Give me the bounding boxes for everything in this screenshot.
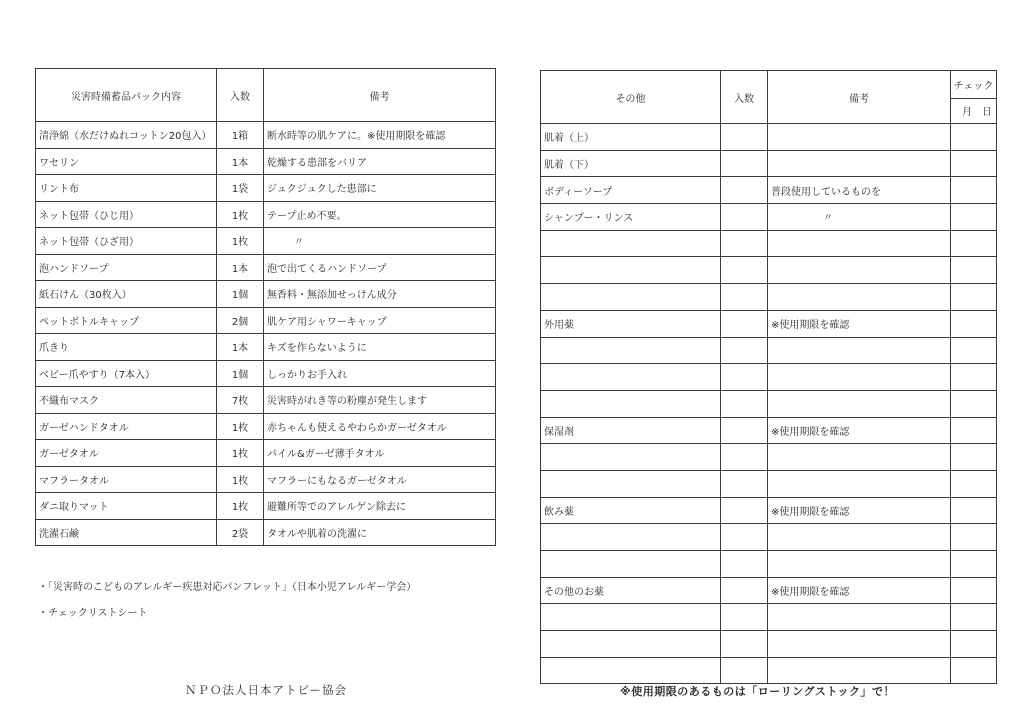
item-cell bbox=[541, 364, 721, 391]
item-cell bbox=[541, 470, 721, 497]
table-row bbox=[541, 310, 997, 337]
table-row bbox=[541, 604, 997, 631]
note-cell: 避難所等でのアレルゲン除去に bbox=[264, 493, 496, 520]
item-cell: ネット包帯（ひざ用） bbox=[36, 228, 217, 255]
qty-cell bbox=[721, 524, 768, 551]
qty-cell bbox=[721, 551, 768, 578]
note-cell bbox=[768, 604, 951, 631]
check-cell bbox=[951, 657, 997, 684]
item-cell: 肌着（下） bbox=[541, 150, 721, 177]
item-cell: マフラータオル bbox=[36, 466, 217, 493]
check-cell bbox=[951, 257, 997, 284]
qty-cell bbox=[721, 124, 768, 151]
note-cell bbox=[768, 551, 951, 578]
other-items-checklist-table bbox=[540, 70, 997, 684]
note-cell: 災害時がれき等の粉塵が発生します bbox=[264, 387, 496, 414]
check-cell bbox=[951, 204, 997, 231]
table-row bbox=[36, 360, 496, 387]
note-cell: 泡で出てくるハンドソープ bbox=[264, 254, 496, 281]
check-cell bbox=[951, 150, 997, 177]
table-row bbox=[36, 413, 496, 440]
item-cell bbox=[541, 604, 721, 631]
qty-cell: 1枚 bbox=[217, 493, 264, 520]
table-row bbox=[541, 257, 997, 284]
item-cell bbox=[541, 284, 721, 311]
note-cell: パイル&ガーゼ薄手タオル bbox=[264, 440, 496, 467]
note-cell: 〃 bbox=[768, 204, 951, 231]
item-cell bbox=[541, 657, 721, 684]
check-cell bbox=[951, 577, 997, 604]
header-note: 備考 bbox=[768, 71, 951, 124]
note-cell bbox=[768, 390, 951, 417]
qty-cell bbox=[721, 284, 768, 311]
table-row bbox=[541, 497, 997, 524]
qty-cell bbox=[721, 310, 768, 337]
table-row bbox=[541, 577, 997, 604]
item-cell: 洗濯石鹸 bbox=[36, 519, 217, 546]
note-cell: 〃 bbox=[264, 228, 496, 255]
check-cell bbox=[951, 551, 997, 578]
table-row bbox=[541, 150, 997, 177]
qty-cell: 1枚 bbox=[217, 440, 264, 467]
note-cell: しっかりお手入れ bbox=[264, 360, 496, 387]
table-row bbox=[36, 175, 496, 202]
disaster-pack-contents-table bbox=[35, 68, 496, 546]
qty-cell bbox=[721, 604, 768, 631]
note-cell: タオルや肌着の洗濯に bbox=[264, 519, 496, 546]
note-cell: テープ止め不要。 bbox=[264, 201, 496, 228]
note-cell: 乾燥する患部をバリア bbox=[264, 148, 496, 175]
qty-cell bbox=[721, 390, 768, 417]
table-row bbox=[541, 364, 997, 391]
table-header-row bbox=[541, 71, 997, 99]
item-cell bbox=[541, 551, 721, 578]
table-row bbox=[541, 337, 997, 364]
qty-cell: 1枚 bbox=[217, 413, 264, 440]
qty-cell: 2個 bbox=[217, 307, 264, 334]
item-cell: 飲み薬 bbox=[541, 497, 721, 524]
qty-cell bbox=[721, 497, 768, 524]
note-cell bbox=[768, 284, 951, 311]
qty-cell bbox=[721, 257, 768, 284]
item-cell bbox=[541, 257, 721, 284]
note-checklist: ・チェックリストシート bbox=[38, 608, 148, 619]
note-cell bbox=[768, 150, 951, 177]
qty-cell bbox=[721, 631, 768, 658]
check-cell bbox=[951, 604, 997, 631]
note-cell bbox=[768, 230, 951, 257]
check-cell bbox=[951, 364, 997, 391]
table-row bbox=[36, 466, 496, 493]
note-cell: マフラーにもなるガーゼタオル bbox=[264, 466, 496, 493]
check-cell bbox=[951, 310, 997, 337]
note-cell bbox=[768, 657, 951, 684]
qty-cell: 1枚 bbox=[217, 228, 264, 255]
table-row bbox=[541, 417, 997, 444]
item-cell: ガーゼハンドタオル bbox=[36, 413, 217, 440]
header-qty: 入数 bbox=[721, 71, 768, 124]
table-row bbox=[36, 334, 496, 361]
item-cell: 紙石けん（30枚入） bbox=[36, 281, 217, 308]
item-cell: ダニ取りマット bbox=[36, 493, 217, 520]
qty-cell: 1箱 bbox=[217, 122, 264, 149]
item-cell bbox=[541, 230, 721, 257]
qty-cell bbox=[721, 364, 768, 391]
table-row bbox=[541, 204, 997, 231]
table-row bbox=[541, 631, 997, 658]
check-cell bbox=[951, 444, 997, 471]
item-cell bbox=[541, 444, 721, 471]
note-cell: キズを作らないように bbox=[264, 334, 496, 361]
table-row bbox=[541, 284, 997, 311]
header-item: その他 bbox=[541, 71, 721, 124]
qty-cell: 1本 bbox=[217, 334, 264, 361]
note-cell: 普段使用しているものを bbox=[768, 177, 951, 204]
item-cell: ガーゼタオル bbox=[36, 440, 217, 467]
table-row bbox=[36, 387, 496, 414]
check-cell bbox=[951, 390, 997, 417]
table-row bbox=[36, 493, 496, 520]
item-cell: 泡ハンドソープ bbox=[36, 254, 217, 281]
note-cell bbox=[768, 364, 951, 391]
check-cell bbox=[951, 631, 997, 658]
note-cell bbox=[768, 444, 951, 471]
qty-cell: 1枚 bbox=[217, 201, 264, 228]
note-cell bbox=[768, 337, 951, 364]
table-row bbox=[541, 657, 997, 684]
header-note: 備考 bbox=[264, 69, 496, 122]
check-cell bbox=[951, 524, 997, 551]
check-cell bbox=[951, 470, 997, 497]
item-cell: ワセリン bbox=[36, 148, 217, 175]
table-row bbox=[541, 124, 997, 151]
note-cell: 無香料・無添加せっけん成分 bbox=[264, 281, 496, 308]
qty-cell: 1個 bbox=[217, 360, 264, 387]
included-documents-list bbox=[38, 575, 416, 627]
item-cell: 清浄綿（水だけぬれコットン20包入） bbox=[36, 122, 217, 149]
qty-cell bbox=[721, 337, 768, 364]
note-cell: ※使用期限を確認 bbox=[768, 577, 951, 604]
note-cell: 肌ケア用シャワーキャップ bbox=[264, 307, 496, 334]
item-cell: その他のお薬 bbox=[541, 577, 721, 604]
rolling-stock-note: ※使用期限のあるものは「ローリングストック」で！ bbox=[620, 685, 896, 698]
table-row bbox=[541, 230, 997, 257]
item-cell: ペットボトルキャップ bbox=[36, 307, 217, 334]
item-cell: 肌着（上） bbox=[541, 124, 721, 151]
item-cell: シャンプー・リンス bbox=[541, 204, 721, 231]
qty-cell: 1本 bbox=[217, 148, 264, 175]
table-row bbox=[541, 470, 997, 497]
qty-cell bbox=[721, 577, 768, 604]
qty-cell bbox=[721, 230, 768, 257]
check-cell bbox=[951, 124, 997, 151]
item-cell: 不織布マスク bbox=[36, 387, 217, 414]
header-item: 災害時備蓄品パック内容 bbox=[36, 69, 217, 122]
table-row bbox=[36, 201, 496, 228]
qty-cell: 1袋 bbox=[217, 175, 264, 202]
qty-cell bbox=[721, 150, 768, 177]
note-cell: ※使用期限を確認 bbox=[768, 497, 951, 524]
item-cell: リント布 bbox=[36, 175, 217, 202]
qty-cell bbox=[721, 444, 768, 471]
table-row bbox=[36, 281, 496, 308]
note-cell: 断水時等の肌ケアに。※使用期限を確認 bbox=[264, 122, 496, 149]
table-row bbox=[541, 444, 997, 471]
check-cell bbox=[951, 337, 997, 364]
note-cell: ※使用期限を確認 bbox=[768, 310, 951, 337]
item-cell: ボディーソープ bbox=[541, 177, 721, 204]
item-cell: ベビー爪やすり（7本入） bbox=[36, 360, 217, 387]
table-row bbox=[36, 228, 496, 255]
check-cell bbox=[951, 497, 997, 524]
header-qty: 入数 bbox=[217, 69, 264, 122]
table-row bbox=[36, 519, 496, 546]
table-row bbox=[541, 524, 997, 551]
check-cell bbox=[951, 284, 997, 311]
note-cell bbox=[768, 524, 951, 551]
table-row bbox=[36, 122, 496, 149]
table-row bbox=[541, 390, 997, 417]
qty-cell: 1枚 bbox=[217, 466, 264, 493]
table-row bbox=[36, 148, 496, 175]
qty-cell bbox=[721, 417, 768, 444]
table-row bbox=[36, 440, 496, 467]
table-row bbox=[541, 551, 997, 578]
table-row bbox=[36, 307, 496, 334]
qty-cell bbox=[721, 657, 768, 684]
item-cell bbox=[541, 524, 721, 551]
header-check: チェック bbox=[951, 71, 997, 99]
note-cell bbox=[768, 470, 951, 497]
qty-cell: 2袋 bbox=[217, 519, 264, 546]
item-cell bbox=[541, 390, 721, 417]
qty-cell bbox=[721, 470, 768, 497]
check-cell bbox=[951, 177, 997, 204]
organization-name: ＮＰＯ法人日本アトピー協会 bbox=[185, 683, 348, 697]
item-cell bbox=[541, 337, 721, 364]
note-cell: 赤ちゃんも使えるやわらかガーゼタオル bbox=[264, 413, 496, 440]
note-cell: ジュクジュクした患部に bbox=[264, 175, 496, 202]
qty-cell: 1個 bbox=[217, 281, 264, 308]
table-row bbox=[36, 254, 496, 281]
item-cell: 外用薬 bbox=[541, 310, 721, 337]
qty-cell bbox=[721, 177, 768, 204]
qty-cell: 7枚 bbox=[217, 387, 264, 414]
header-check-date: 月 日 bbox=[951, 98, 997, 123]
check-cell bbox=[951, 230, 997, 257]
table-header-row bbox=[36, 69, 496, 122]
item-cell: 保湿剤 bbox=[541, 417, 721, 444]
check-cell bbox=[951, 417, 997, 444]
item-cell: 爪きり bbox=[36, 334, 217, 361]
qty-cell bbox=[721, 204, 768, 231]
item-cell: ネット包帯（ひじ用） bbox=[36, 201, 217, 228]
table-row bbox=[541, 177, 997, 204]
note-pamphlet: ・「災害時のこどものアレルギー疾患対応パンフレット」（日本小児アレルギー学会） bbox=[38, 582, 417, 593]
note-cell bbox=[768, 124, 951, 151]
item-cell bbox=[541, 631, 721, 658]
note-cell: ※使用期限を確認 bbox=[768, 417, 951, 444]
qty-cell: 1本 bbox=[217, 254, 264, 281]
note-cell bbox=[768, 631, 951, 658]
note-cell bbox=[768, 257, 951, 284]
